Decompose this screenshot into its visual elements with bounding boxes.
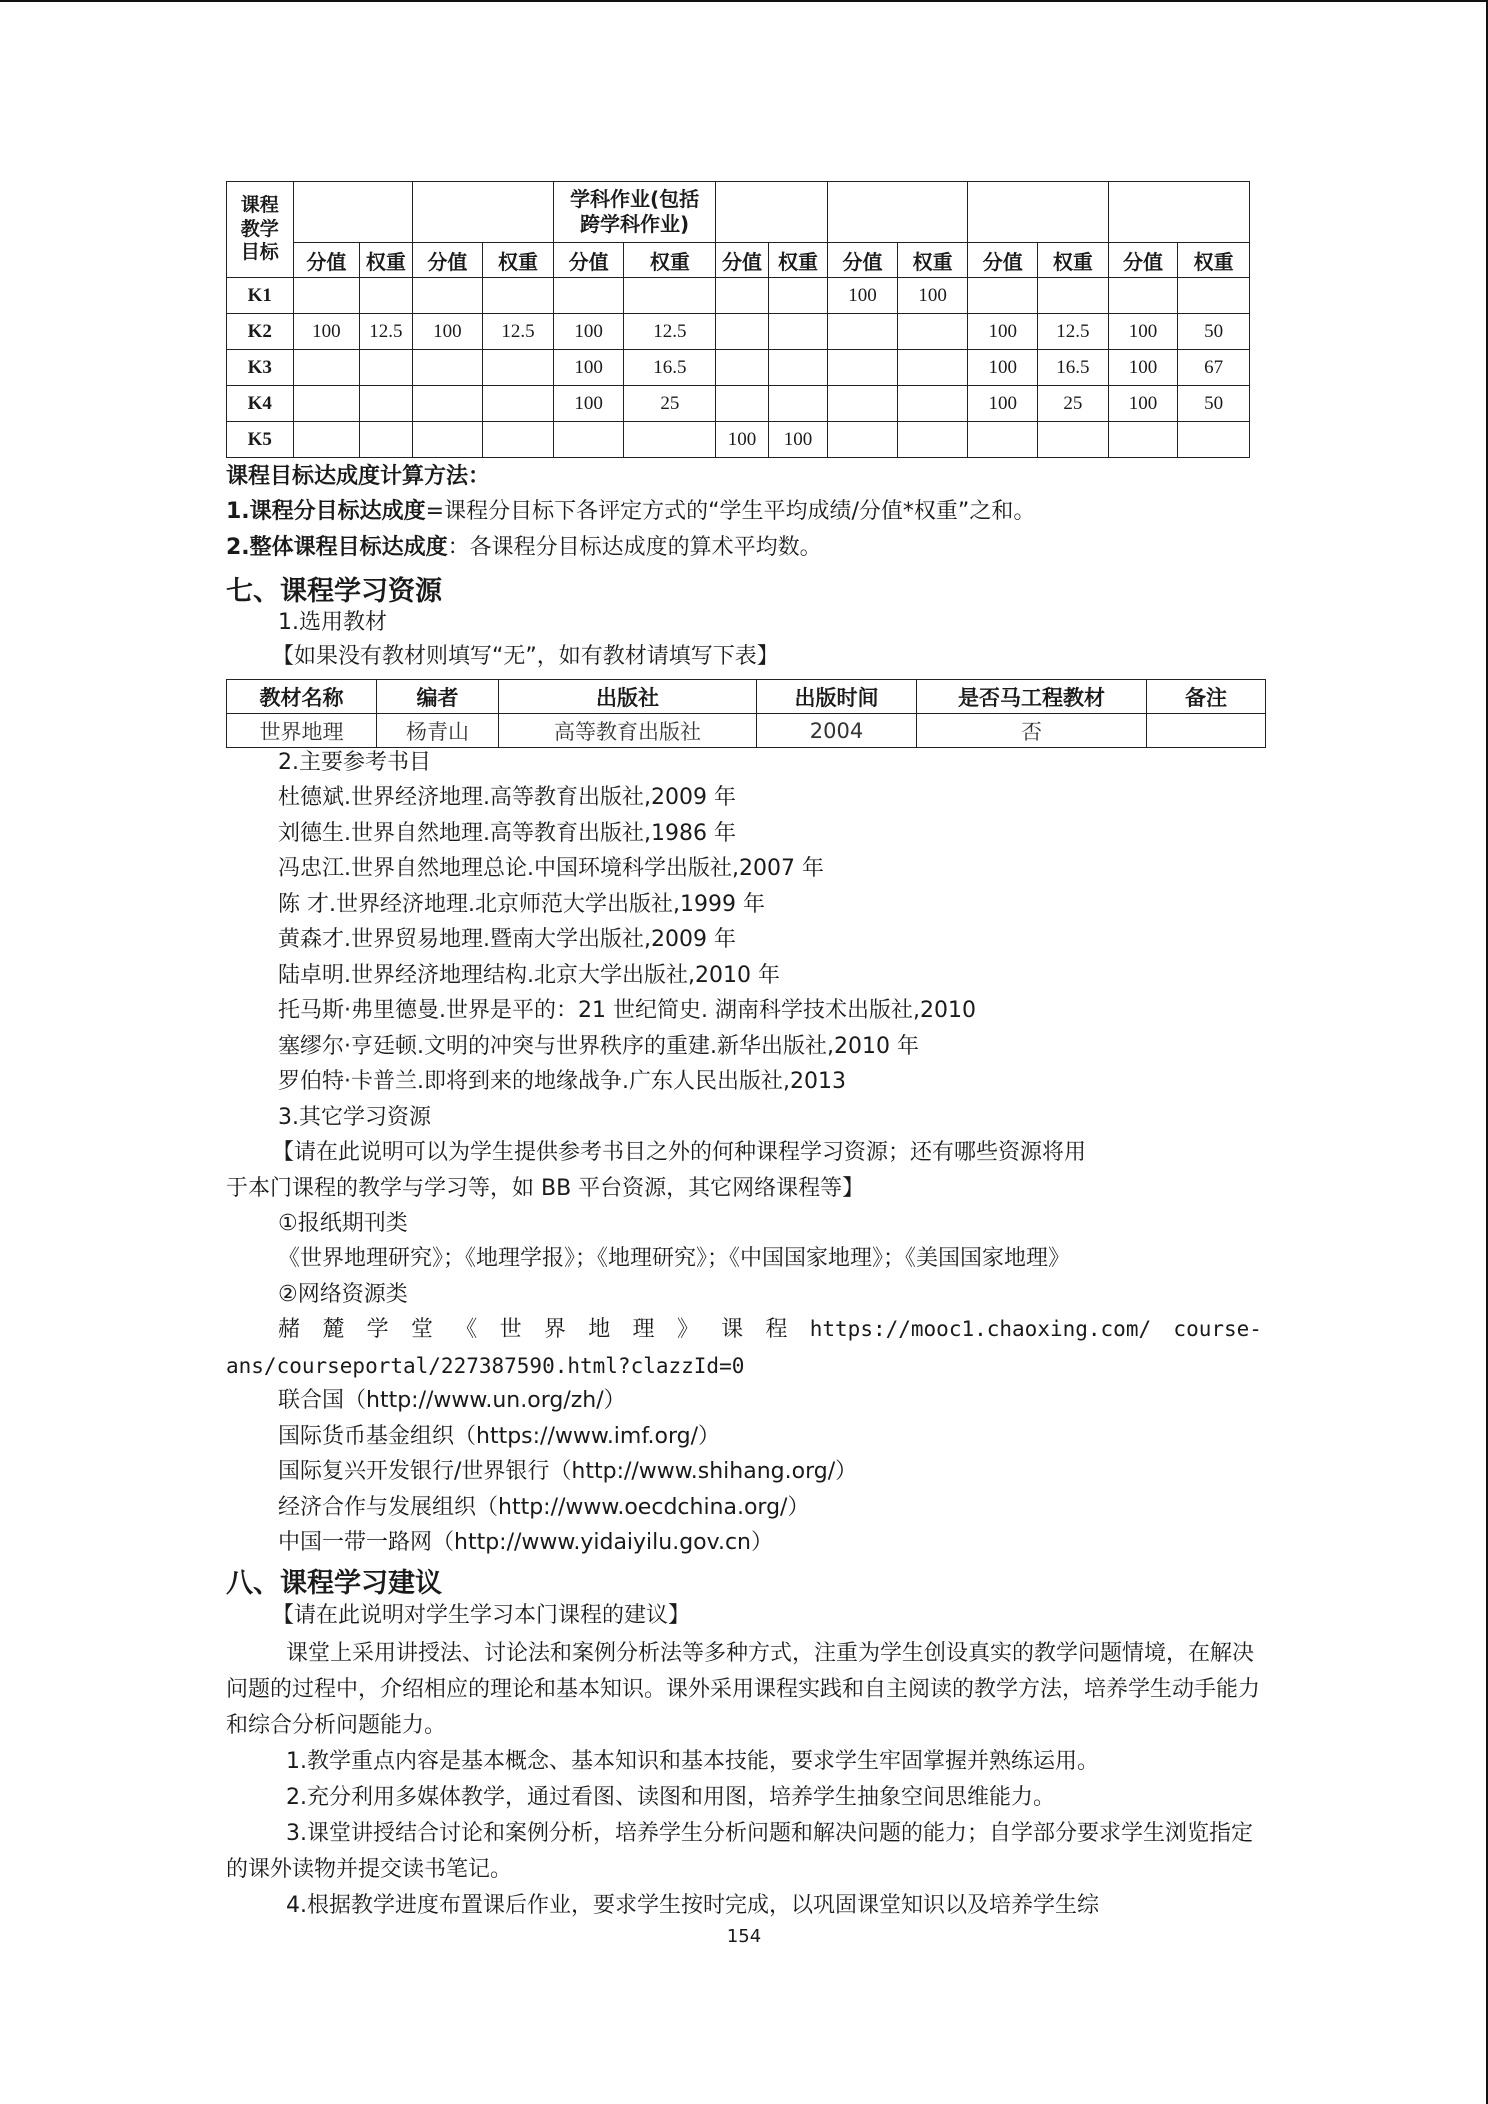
weight-cell: 67 (1178, 350, 1250, 386)
reference-item: 冯忠江.世界自然地理总论.中国环境科学出版社,2007 年 (278, 856, 824, 881)
reference-item: 托马斯·弗里德曼.世界是平的：21 世纪简史. 湖南科学技术出版社,2010 (278, 998, 976, 1023)
score-cell (828, 314, 898, 350)
reference-item: 塞缪尔·亨廷顿.文明的冲突与世界秩序的重建.新华出版社,2010 年 (278, 1033, 919, 1059)
weight-cell: 12.5 (483, 314, 554, 350)
textbook-table (226, 679, 1266, 748)
group-header-line-1: 学科作业(包括 (569, 187, 700, 211)
group-header (293, 182, 412, 243)
weight-cell (897, 314, 968, 350)
weight-cell (360, 422, 412, 458)
weight-cell: 16.5 (1038, 350, 1109, 386)
sub-header-weight: 权重 (768, 243, 828, 278)
score-cell: 100 (828, 278, 898, 314)
reference-item: 刘德生.世界自然地理.高等教育出版社,1986 年 (278, 820, 736, 846)
course-target-label: K1 (227, 278, 294, 314)
sub-header-weight: 权重 (360, 243, 412, 278)
score-cell: 100 (553, 314, 624, 350)
score-cell (553, 278, 624, 314)
section-8-title: 八、课程学习建议 (226, 1568, 442, 1599)
score-cell (968, 422, 1038, 458)
weight-cell: 16.5 (624, 350, 716, 386)
moocl-token: 程 (765, 1317, 788, 1342)
score-cell (1108, 278, 1178, 314)
online-resource-link[interactable]: 国际复兴开发银行/世界银行（http://www.shihang.org/） (278, 1459, 858, 1484)
moocl-token: 堂 (410, 1317, 433, 1342)
reference-item: 杜德斌.世界经济地理.高等教育出版社,2009 年 (278, 785, 736, 810)
group-header (828, 182, 968, 243)
score-cell (1108, 422, 1178, 458)
moocl-token: 地 (588, 1317, 611, 1342)
moocl-token: 《 (455, 1317, 478, 1342)
weight-cell (624, 422, 716, 458)
score-cell (293, 422, 360, 458)
section-7-note-3-line-2: 于本门课程的教学与学习等，如 BB 平台资源，其它网络课程等】 (226, 1176, 865, 1201)
weight-cell (483, 278, 554, 314)
course-target-label: K2 (227, 314, 294, 350)
corner-line-1: 课程 (240, 194, 279, 216)
weight-cell (768, 350, 828, 386)
score-cell (293, 386, 360, 422)
assessment-row (227, 422, 1250, 458)
weight-cell (768, 386, 828, 422)
textbook-cell: 杨青山 (377, 714, 499, 748)
journal-list: 《世界地理研究》；《地理学报》；《地理研究》；《中国国家地理》；《美国国家地理》 (278, 1246, 1071, 1271)
moocl-token: 麓 (322, 1317, 345, 1342)
weight-cell: 12.5 (1038, 314, 1109, 350)
textbook-cell: 否 (917, 714, 1147, 748)
weight-cell (897, 386, 968, 422)
moocl-token: 》 (676, 1317, 699, 1342)
moocl-token: 理 (632, 1317, 655, 1342)
reference-item: 黄森才.世界贸易地理.暨南大学出版社,2009 年 (278, 927, 736, 952)
sub-header-score: 分值 (412, 243, 483, 278)
weight-cell (897, 422, 968, 458)
score-cell (553, 422, 624, 458)
score-cell (716, 314, 768, 350)
sub-header-score: 分值 (968, 243, 1038, 278)
group-header (1108, 182, 1249, 243)
assessment-row (227, 314, 1250, 350)
score-cell (716, 386, 768, 422)
score-cell: 100 (553, 350, 624, 386)
group-header (716, 182, 828, 243)
sub-header-weight: 权重 (624, 243, 716, 278)
score-cell: 100 (968, 386, 1038, 422)
sub-header-weight: 权重 (1038, 243, 1109, 278)
assessment-table (226, 181, 1250, 458)
weight-cell (360, 350, 412, 386)
weight-cell (360, 386, 412, 422)
moocl-token: 世 (499, 1317, 522, 1342)
textbook-cell: 2004 (757, 714, 917, 748)
sub-header-score: 分值 (1108, 243, 1178, 278)
online-resource-link[interactable]: 经济合作与发展组织（http://www.oecdchina.org/） (278, 1494, 810, 1520)
method-line-1-bold: 1.课程分目标达成度 (226, 499, 426, 524)
weight-cell: 25 (624, 386, 716, 422)
score-cell (412, 422, 483, 458)
weight-cell: 25 (1038, 386, 1109, 422)
moocl-course-line (278, 1316, 1262, 1345)
reference-item: 罗伯特·卡普兰.即将到来的地缘战争.广东人民出版社,2013 (278, 1069, 846, 1094)
weight-cell (1038, 278, 1109, 314)
method-title: 课程目标达成度计算方法： (226, 464, 491, 489)
weight-cell (768, 278, 828, 314)
sub-header-weight: 权重 (1178, 243, 1250, 278)
group-header-line-2: 跨学科作业) (579, 212, 690, 236)
moocl-token: 赭 (278, 1317, 301, 1342)
assessment-row (227, 386, 1250, 422)
corner-line-3: 目标 (240, 242, 279, 264)
score-cell (412, 386, 483, 422)
course-target-label: K4 (227, 386, 294, 422)
weight-cell (1178, 278, 1250, 314)
weight-cell: 12.5 (360, 314, 412, 350)
online-resource-link[interactable]: 联合国（http://www.un.org/zh/） (278, 1388, 626, 1413)
top-border-line (0, 0, 1488, 2)
group-header (968, 182, 1108, 243)
sub-header-weight: 权重 (483, 243, 554, 278)
sub-header-score: 分值 (716, 243, 768, 278)
textbook-header-cell: 备注 (1147, 680, 1266, 714)
method-line-2-bold: 2.整体课程目标达成度 (226, 535, 448, 560)
method-line-1 (226, 498, 1035, 527)
course-target-label: K5 (227, 422, 294, 458)
section-8-item-4: 4.根据教学进度布置课后作业，要求学生按时完成，以巩固课堂知识以及培养学生综 (286, 1893, 1099, 1918)
section-7-sub-2: 2.主要参考书目 (278, 750, 431, 775)
corner-header (227, 182, 294, 278)
reference-item: 陆卓明.世界经济地理结构.北京大学出版社,2010 年 (278, 962, 780, 988)
score-cell (412, 278, 483, 314)
textbook-cell (1147, 714, 1266, 748)
method-line-2 (226, 534, 822, 563)
weight-cell: 50 (1178, 386, 1250, 422)
weight-cell (483, 386, 554, 422)
weight-cell (483, 422, 554, 458)
section-8-item-3: 3.课堂讲授结合讨论和案例分析，培养学生分析问题和解决问题的能力；自学部分要求学生浏览指定的课外读物并提交读书笔记。 (226, 1821, 1253, 1882)
resource-category-newspapers: ①报纸期刊类 (278, 1211, 408, 1236)
weight-cell: 50 (1178, 314, 1250, 350)
method-line-1-rest: =课程分目标下各评定方式的“学生平均成绩/分值*权重”之和。 (425, 499, 1036, 524)
weight-cell (483, 350, 554, 386)
score-cell (828, 386, 898, 422)
score-cell: 100 (293, 314, 360, 350)
sub-header-score: 分值 (293, 243, 360, 278)
online-resource-link[interactable]: 国际货币基金组织（https://www.imf.org/） (278, 1423, 720, 1449)
score-cell: 100 (968, 350, 1038, 386)
section-7-note-3-line-1: 【请在此说明可以为学生提供参考书目之外的何种课程学习资源；还有哪些资源将用 (272, 1140, 1087, 1165)
textbook-header-cell: 是否马工程教材 (917, 680, 1147, 714)
score-cell (968, 278, 1038, 314)
score-cell: 100 (968, 314, 1038, 350)
sub-header-weight: 权重 (897, 243, 968, 278)
textbook-header-cell: 出版时间 (757, 680, 917, 714)
sub-header-score: 分值 (553, 243, 624, 278)
weight-cell (897, 350, 968, 386)
weight-cell (624, 278, 716, 314)
score-cell (828, 350, 898, 386)
resource-category-online: ②网络资源类 (278, 1282, 408, 1307)
assessment-row (227, 278, 1250, 314)
sub-header-score: 分值 (828, 243, 898, 278)
sub-header-row (227, 243, 1250, 278)
online-resource-link[interactable]: 中国一带一路网（http://www.yidaiyilu.gov.cn） (278, 1530, 773, 1555)
score-cell: 100 (1108, 386, 1178, 422)
course-target-label: K3 (227, 350, 294, 386)
section-8-intro: 课堂上采用讲授法、讨论法和案例分析法等多种方式，注重为学生创设真实的教学问题情境，在解决问题的过程中，介绍相应的理论和基本知识。课外采用课程实践和自主阅读的教学方法，培养学生动手能力和综合分析问题能力。 (226, 1641, 1261, 1738)
section-8-note: 【请在此说明对学生学习本门课程的建议】 (272, 1603, 691, 1628)
score-cell (828, 422, 898, 458)
moocl-token: 界 (543, 1317, 566, 1342)
textbook-row (227, 714, 1266, 748)
weight-cell: 100 (768, 422, 828, 458)
score-cell: 100 (716, 422, 768, 458)
corner-line-2: 教学 (240, 218, 279, 240)
assessment-row (227, 350, 1250, 386)
weight-cell (1038, 422, 1109, 458)
score-cell (293, 278, 360, 314)
group-header (412, 182, 553, 243)
weight-cell (768, 314, 828, 350)
moocl-token: course- (1173, 1317, 1262, 1341)
score-cell: 100 (1108, 314, 1178, 350)
textbook-cell: 世界地理 (227, 714, 377, 748)
section-7-sub-1: 1.选用教材 (278, 610, 387, 635)
moocl-token[interactable]: https://mooc1.chaoxing.com/ (809, 1317, 1152, 1341)
textbook-header-cell: 出版社 (499, 680, 757, 714)
weight-cell: 100 (897, 278, 968, 314)
score-cell (293, 350, 360, 386)
score-cell: 100 (553, 386, 624, 422)
moocl-course-url-continued[interactable]: ans/courseportal/227387590.html?clazzId=0 (226, 1354, 745, 1378)
score-cell (412, 350, 483, 386)
weight-cell: 12.5 (624, 314, 716, 350)
score-cell: 100 (412, 314, 483, 350)
score-cell (716, 350, 768, 386)
section-7-note-1: 【如果没有教材则填写“无”，如有教材请填写下表】 (272, 644, 779, 669)
textbook-header-cell: 编者 (377, 680, 499, 714)
moocl-token: 课 (721, 1317, 744, 1342)
section-8-item-1: 1.教学重点内容是基本概念、基本知识和基本技能，要求学生牢固掌握并熟练运用。 (286, 1749, 1099, 1774)
section-7-sub-3: 3.其它学习资源 (278, 1105, 431, 1130)
section-7-title: 七、课程学习资源 (226, 576, 442, 607)
weight-cell (1178, 422, 1250, 458)
group-header-subject-homework (553, 182, 715, 243)
textbook-header-cell: 教材名称 (227, 680, 377, 714)
method-line-2-rest: ：各课程分目标达成度的算术平均数。 (447, 535, 822, 560)
score-cell (716, 278, 768, 314)
score-cell: 100 (1108, 350, 1178, 386)
section-8-item-2: 2.充分利用多媒体教学，通过看图、读图和用图，培养学生抽象空间思维能力。 (286, 1785, 1055, 1810)
moocl-token: 学 (366, 1317, 389, 1342)
reference-item: 陈 才.世界经济地理.北京师范大学出版社,1999 年 (278, 891, 765, 917)
textbook-header-row (227, 680, 1266, 714)
page-number: 154 (726, 1926, 762, 1947)
weight-cell (360, 278, 412, 314)
textbook-cell: 高等教育出版社 (499, 714, 757, 748)
